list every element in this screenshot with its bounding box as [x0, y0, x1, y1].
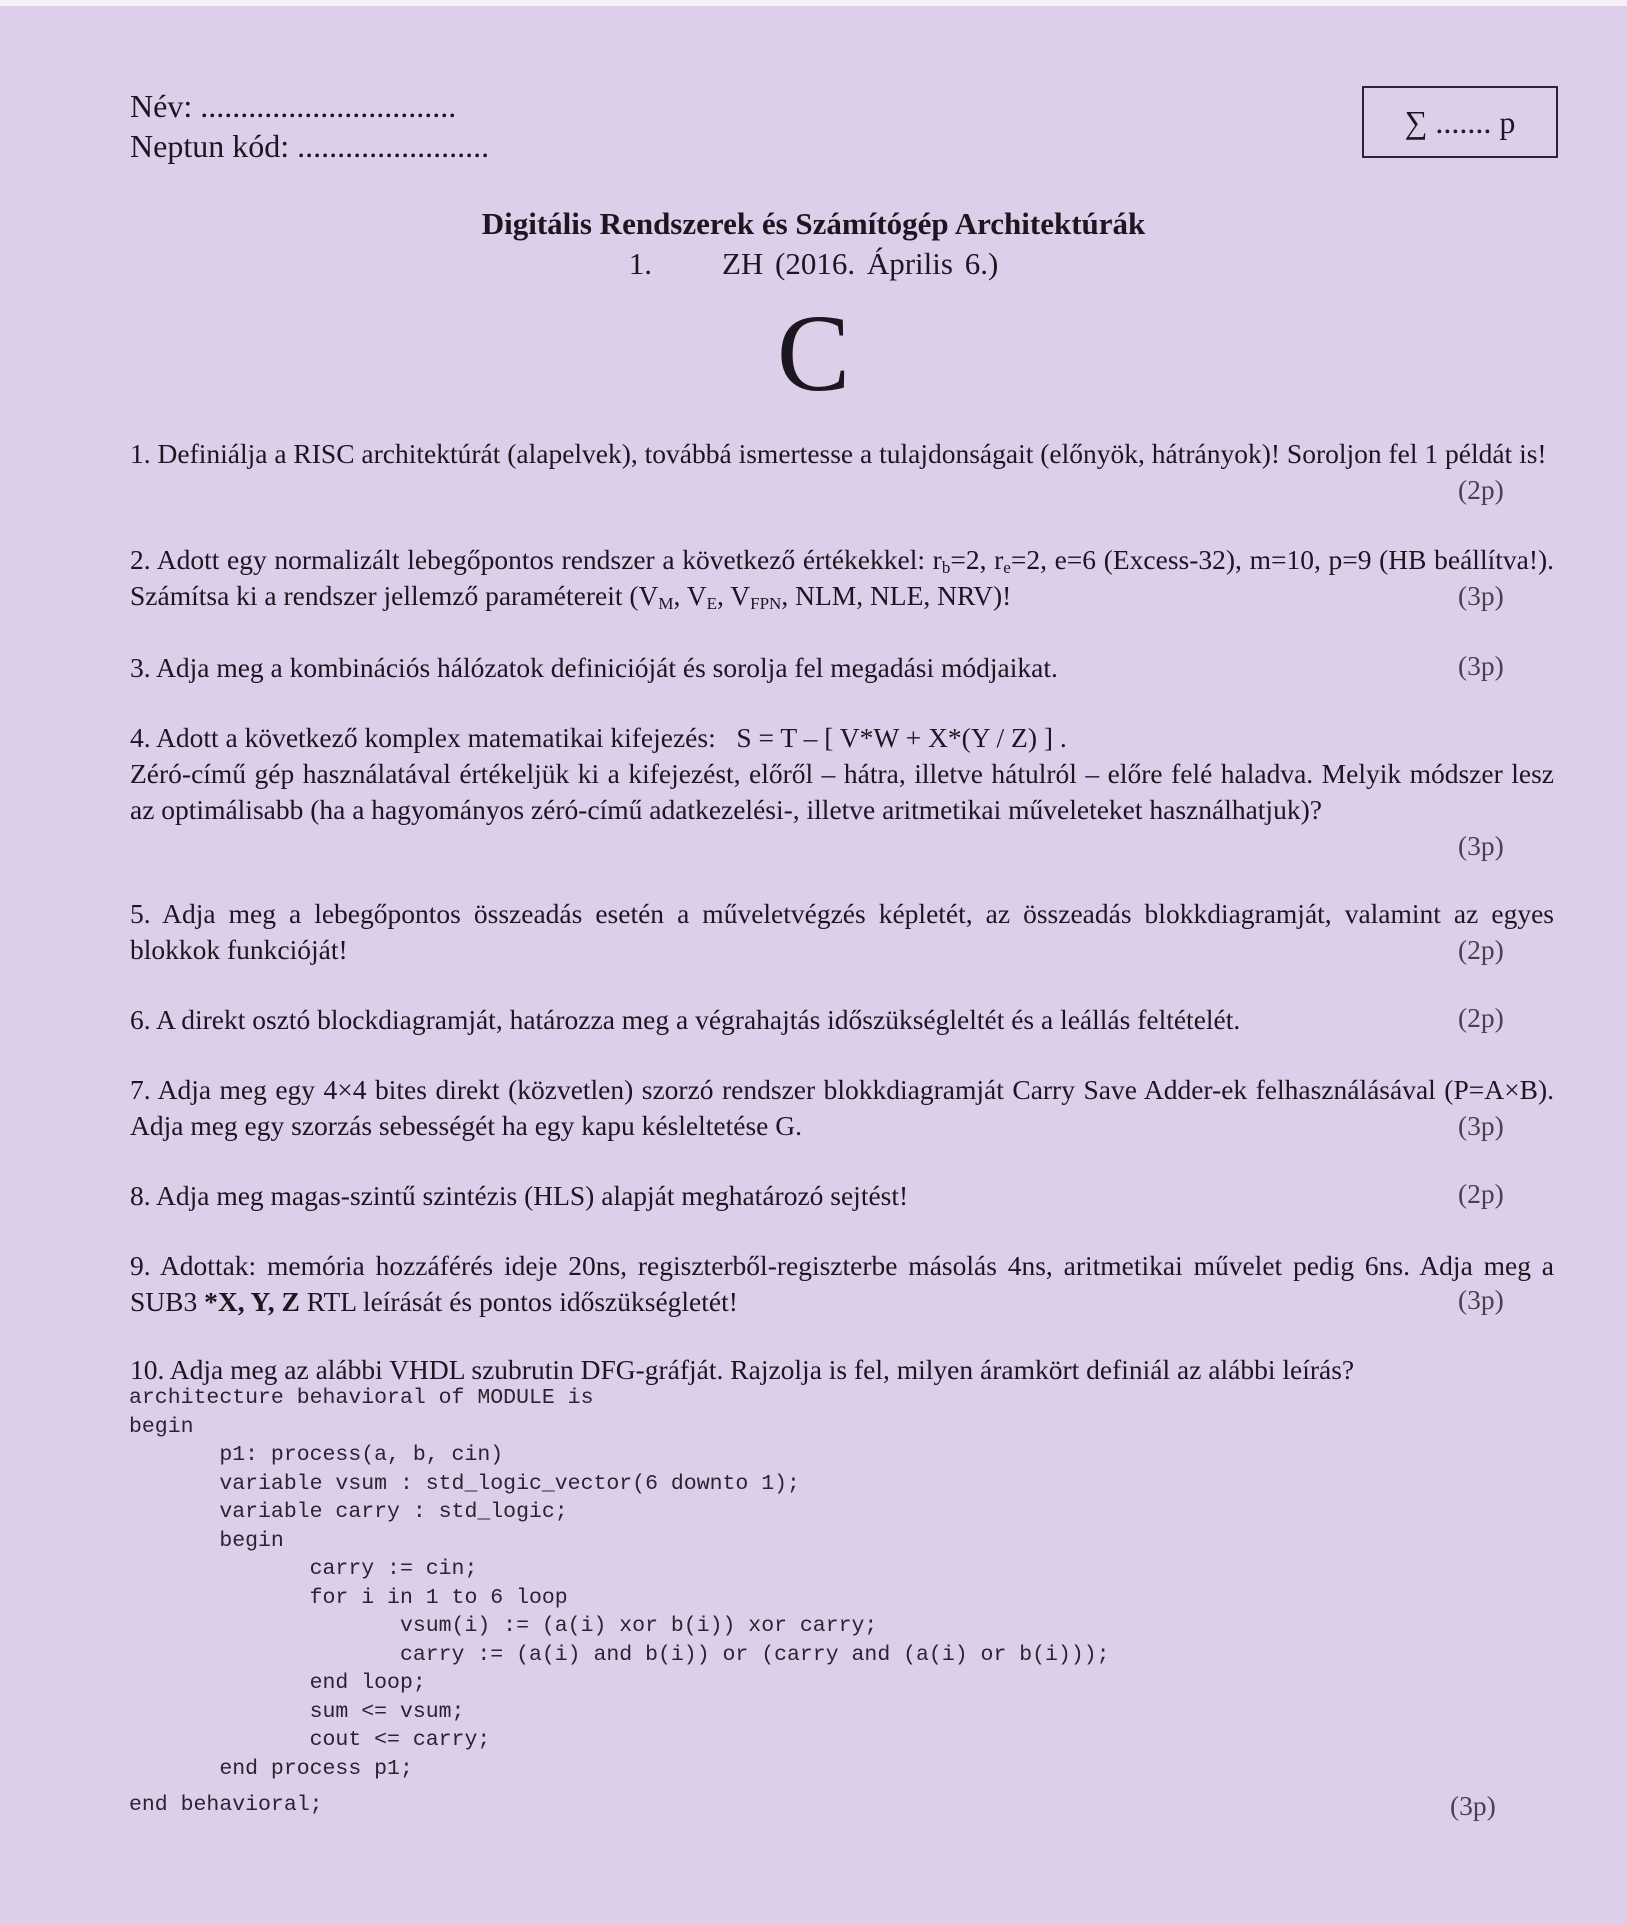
course-title: Digitális Rendszerek és Számítógép Architektúrák: [481, 206, 1146, 241]
question-4-points: (3p): [1458, 830, 1504, 861]
question-10: 10. Adja meg az alábbi VHDL szubrutin DFG-gráfját. Rajzolja is fel, milyen áramkört definiál az alábbi leírás?: [130, 1354, 1355, 1385]
q2-sub-b: b: [941, 558, 951, 577]
question-1-points: (2p): [1458, 474, 1504, 505]
q2-text-e: , V: [717, 580, 751, 611]
score-unit: p: [1499, 103, 1516, 140]
code-line: cout <= carry;: [129, 1728, 491, 1752]
score-dots: .......: [1435, 103, 1492, 140]
question-6-points: (2p): [1458, 1002, 1504, 1033]
exam-variant: C: [776, 292, 851, 414]
question-10-points: (3p): [1450, 1790, 1496, 1821]
sigma-icon: ∑: [1404, 103, 1428, 140]
question-8-points: (2p): [1458, 1178, 1504, 1209]
question-7-points: (3p): [1458, 1110, 1504, 1141]
question-6: 6. A direkt osztó blockdiagramját, határozza meg a végrahajtás időszükségleltét és a leállás feltételét.: [130, 1004, 1241, 1035]
question-2: [130, 542, 1554, 614]
code-line: for i in 1 to 6 loop: [129, 1585, 568, 1610]
code-line: vsum(i) := (a(i) xor b(i)) xor carry;: [129, 1614, 878, 1638]
vhdl-code-block: [129, 1384, 1110, 1820]
q2-sub-e: e: [1003, 558, 1011, 577]
q2-sub-E: E: [706, 594, 718, 613]
neptun-dots: ........................: [297, 128, 490, 164]
q2-text-f: , NLM, NLE, NRV)!: [781, 580, 1012, 611]
code-line: sum <= vsum;: [129, 1699, 465, 1724]
question-9-points: (3p): [1458, 1284, 1504, 1315]
q4-text-b: Zéró-című gép használatával értékeljük ki a kifejezést, előről – hátra, illetve hátulról – előre felé haladva. Melyik módszer lesz az optimálisabb (ha a hagyományos zéró-című adatkezelési-, illetve aritmetikai műveleteket használhatjuk)?: [130, 758, 1554, 825]
q9-text-a: 9. Adottak: memória hozzáférés ideje 20ns, regiszterből-regiszterbe másolás 4ns, aritmetikai művelet pedig 6ns. Adja meg a SUB3: [130, 1250, 1554, 1317]
code-line: begin: [129, 1528, 284, 1553]
q2-sub-m: M: [658, 594, 674, 613]
question-3-points: (3p): [1458, 650, 1504, 681]
question-1: 1. Definiálja a RISC architektúrát (alapelvek), továbbá ismertesse a tulajdonságait (előnyök, hátrányok)! Soroljon fel 1 példát is!: [130, 438, 1547, 469]
code-line: variable vsum : std_logic_vector(6 downto 1);: [129, 1471, 800, 1496]
code-line: end process p1;: [129, 1756, 413, 1781]
neptun-label: Neptun kód:: [130, 128, 290, 164]
question-9: [130, 1248, 1554, 1320]
name-dots: ................................: [200, 88, 457, 124]
q2-text-d: , V: [673, 580, 707, 611]
exam-info: ZH (2016. Április 6.): [721, 246, 999, 281]
q9-text-b: RTL leírását és pontos időszükségletét!: [306, 1286, 738, 1317]
code-line: end behavioral;: [129, 1793, 323, 1817]
score-box: [1362, 86, 1558, 158]
name-label: Név:: [130, 88, 193, 124]
code-line: end loop;: [129, 1671, 426, 1695]
q9-bold-operands: *X, Y, Z: [204, 1286, 300, 1317]
scan-edge: [0, 0, 1627, 6]
code-line: carry := cin;: [129, 1557, 478, 1581]
question-5: 5. Adja meg a lebegőpontos összeadás esetén a műveletvégzés képletét, az összeadás blokkdiagramját, valamint az egyes blokkok funkcióját!: [130, 898, 1554, 965]
exam-number: 1.: [628, 246, 652, 281]
neptun-field: [130, 128, 489, 164]
code-line: variable carry : std_logic;: [129, 1500, 568, 1524]
question-4: [130, 720, 1554, 828]
q2-sub-fpn: FPN: [750, 594, 782, 613]
code-line: p1: process(a, b, cin): [129, 1443, 504, 1467]
q4-text-a: 4. Adott a következő komplex matematikai kifejezés:: [130, 722, 716, 753]
q2-text-a: 2. Adott egy normalizált lebegőpontos rendszer a következő értékekkel: r: [130, 544, 942, 575]
code-line: architecture behavioral of MODULE is: [129, 1386, 594, 1410]
q2-text-b: =2, r: [950, 544, 1004, 575]
name-field: [130, 88, 456, 124]
question-8: 8. Adja meg magas-szintű szintézis (HLS) alapját meghatározó sejtést!: [130, 1180, 909, 1211]
question-2-points: (3p): [1458, 580, 1504, 611]
code-line: begin: [129, 1414, 194, 1439]
exam-subtitle: [0, 246, 1627, 282]
question-7: 7. Adja meg egy 4×4 bites direkt (közvetlen) szorzó rendszer blokkdiagramját Carry Save Adder-ek felhasználásával (P=A×B). Adja meg egy szorzás sebességét ha egy kapu késleltetése G.: [130, 1074, 1554, 1141]
q4-expression: S = T – [ V*W + X*(Y / Z) ] .: [736, 722, 1067, 753]
question-3: 3. Adja meg a kombinációs hálózatok definicióját és sorolja fel megadási módjaikat.: [130, 652, 1058, 683]
q2-text-c: =2, e=6 (Excess-32), m=10, p=9 (HB beállítva!). Számítsa ki a rendszer jellemző paramétereit (V: [130, 544, 1555, 611]
code-line: carry := (a(i) and b(i)) or (carry and (a(i) or b(i)));: [129, 1642, 1110, 1667]
question-5-points: (2p): [1458, 934, 1504, 965]
